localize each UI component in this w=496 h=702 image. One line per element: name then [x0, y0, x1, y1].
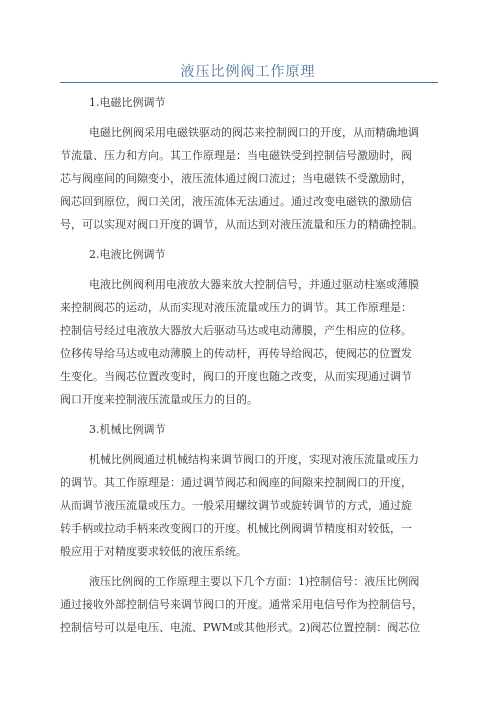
- page-title: 液压比例阀工作原理: [180, 64, 316, 80]
- section-heading-3: 3.机械比例调节: [89, 423, 166, 436]
- paragraph-line: 生变化。当阀芯位置改变时，阀口的开度也随之改变，从而实现通过调节: [60, 370, 412, 383]
- paragraph-line: 转手柄或拉动手柄来改变阀口的开度。机械比例阀调节精度相对较低，一: [60, 522, 412, 535]
- paragraph-line: 号，可以实现对阀口开度的调节，从而达到对液压流量和压力的精确控制。: [60, 218, 423, 231]
- paragraph-line: 控制信号可以是电压、电流、PWM或其他形式。2)阀芯位置控制：阀芯位: [60, 621, 421, 634]
- paragraph-line: 电磁比例阀采用电磁铁驱动的阀芯来控制阀口的开度，从而精确地调: [89, 126, 419, 139]
- title-divider: [60, 82, 438, 83]
- paragraph-line: 液压比例阀的工作原理主要以下几个方面：1)控制信号：液压比例阀: [89, 575, 420, 588]
- paragraph-line: 位移传导给马达或电动薄膜上的传动杆，再传导给阀芯，使阀芯的位置发: [60, 347, 412, 360]
- paragraph-line: 节流量、压力和方向。其工作原理是：当电磁铁受到控制信号激励时，阀: [60, 149, 412, 162]
- paragraph-line: 般应用于对精度要求较低的液压系统。: [60, 545, 247, 558]
- paragraph-line: 的调节。其工作原理是：通过调节阀芯和阀座的间隙来控制阀口的开度，: [60, 476, 412, 489]
- paragraph-line: 从而调节液压流量或压力。一般采用螺纹调节或旋转调节的方式，通过旋: [60, 499, 412, 512]
- section-heading-1: 1.电磁比例调节: [89, 96, 166, 109]
- paragraph-line: 通过接收外部控制信号来调节阀口的开度。通常采用电信号作为控制信号，: [60, 598, 423, 611]
- paragraph-line: 芯与阀座间的间隙变小，液压流体通过阀口流过；当电磁铁不受激励时，: [60, 172, 412, 185]
- paragraph-line: 电液比例阀利用电液放大器来放大控制信号，并通过驱动柱塞或薄膜: [89, 278, 419, 291]
- paragraph-line: 控制信号经过电液放大器放大后驱动马达或电动薄膜，产生相应的位移。: [60, 324, 412, 337]
- paragraph-line: 机械比例阀通过机械结构来调节阀口的开度，实现对液压流量或压力: [89, 453, 419, 466]
- paragraph-line: 阀口开度来控制液压流量或压力的目的。: [60, 393, 258, 406]
- section-heading-2: 2.电液比例调节: [89, 248, 166, 261]
- paragraph-line: 阀芯回到原位，阀口关闭，液压流体无法通过。通过改变电磁铁的激励信: [60, 195, 412, 208]
- paragraph-line: 来控制阀芯的运动，从而实现对液压流量或压力的调节。其工作原理是：: [60, 301, 412, 314]
